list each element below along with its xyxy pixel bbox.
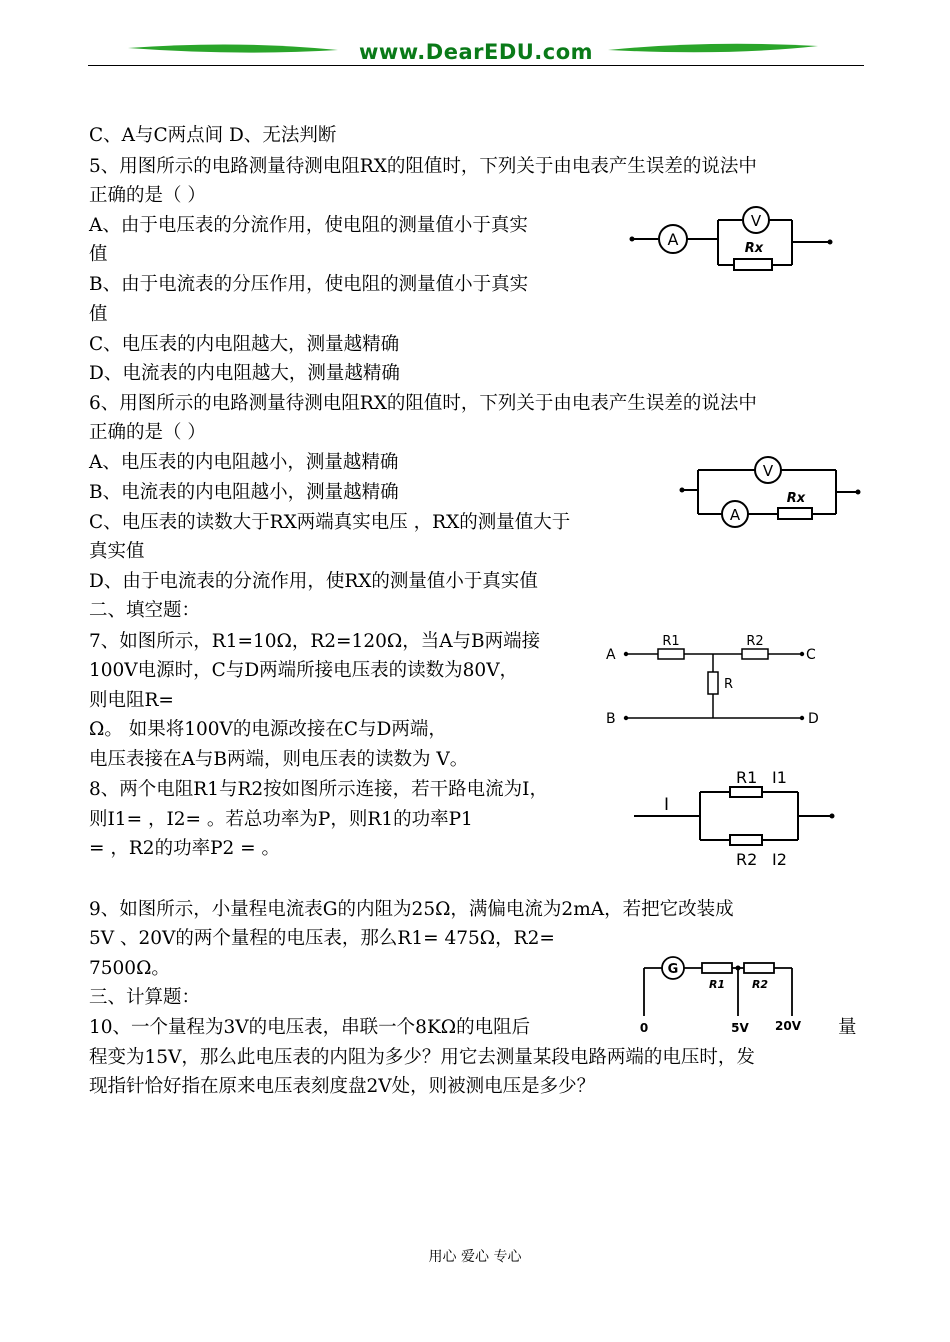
text-line: 10、一个量程为3V的电压表，串联一个8KΩ的电阻后 <box>89 1017 531 1038</box>
terminal-c-label: C <box>806 647 816 663</box>
text-line: C、电压表的内电阻越大，测量越精确 <box>89 334 400 355</box>
text-line: 量 <box>838 1017 857 1038</box>
text-line: 6、用图所示的电路测量待测电阻RX的阻值时，下列关于由电表产生误差的说法中 <box>89 393 757 414</box>
circuit-figure-6 <box>676 452 866 532</box>
current-i-label: I <box>664 795 670 815</box>
text-line: 值 <box>89 304 108 325</box>
resistor-label: Rx <box>744 241 764 256</box>
text-line: 正确的是（ ） <box>89 422 206 443</box>
circuit-figure-8 <box>624 766 848 874</box>
voltmeter-label: V <box>762 462 774 480</box>
resistor-r1-label: R1 <box>708 978 726 991</box>
text-line: 5、用图所示的电路测量待测电阻RX的阻值时，下列关于由电表产生误差的说法中 <box>89 156 757 177</box>
terminal-a-label: A <box>606 647 616 663</box>
text-line: 100V电源时，C与D两端所接电压表的读数为80V， <box>89 660 519 681</box>
current-i1-label: I1 <box>772 768 787 787</box>
site-logo-text: www.DearEDU.com <box>358 40 594 64</box>
text-line: C、A与C两点间 D、无法判断 <box>89 125 337 146</box>
text-line: 则电阻R= <box>89 690 174 711</box>
text-line: A、由于电压表的分流作用，使电阻的测量值小于真实 <box>89 215 528 236</box>
text-line: D、电流表的内电阻越大，测量越精确 <box>89 363 400 384</box>
text-line: 7、如图所示，R1=10Ω，R2=120Ω，当A与B两端接 <box>89 631 541 652</box>
resistor-r2-label: R2 <box>736 850 758 869</box>
text-line: D、由于电流表的分流作用，使RX的测量值小于真实值 <box>89 571 538 592</box>
text-line: 8、两个电阻R1与R2按如图所示连接，若干路电流为I， <box>89 779 548 800</box>
text-line: 正确的是（ ） <box>89 185 206 206</box>
text-line: 5V 、20V的两个量程的电压表，那么R1= 475Ω，R2= <box>89 928 555 949</box>
circuit-figure-7 <box>602 632 832 732</box>
resistor-r-label: R <box>724 677 734 692</box>
text-line: = ，R2的功率P2 = 。 <box>89 838 281 859</box>
circuit-figure-5 <box>626 200 846 276</box>
terminal-b-label: B <box>606 711 616 727</box>
resistor-label: Rx <box>786 491 806 506</box>
ammeter-label: A <box>667 230 679 249</box>
text-line: 7500Ω。 <box>89 958 170 979</box>
text-line: A、电压表的内电阻越小，测量越精确 <box>89 452 399 473</box>
resistor-r1-label: R1 <box>736 768 758 787</box>
text-line: Ω。 如果将100V的电源改接在C与D两端， <box>89 719 447 740</box>
text-line: 真实值 <box>89 541 145 562</box>
header-rule <box>88 65 864 66</box>
resistor-r1-label: R1 <box>662 634 680 649</box>
terminal-d-label: D <box>808 711 819 727</box>
ammeter-label: A <box>729 506 741 524</box>
current-i2-label: I2 <box>772 850 787 869</box>
text-line: 则I1= ，I2= 。若总功率为P，则R1的功率P1 <box>89 809 473 830</box>
resistor-r2-label: R2 <box>751 978 769 991</box>
text-line: C、电压表的读数大于RX两端真实电压 ，RX的测量值大于 <box>89 512 571 533</box>
text-line: 值 <box>89 244 108 265</box>
text-line: 程变为15V，那么此电压表的内阻为多少？用它去测量某段电路两端的电压时，发 <box>89 1047 755 1068</box>
resistor-r2-label: R2 <box>746 634 764 649</box>
text-line: 电压表接在A与B两端，则电压表的读数为 V。 <box>89 749 469 770</box>
page-footer: 用心 爱心 专心 <box>428 1249 522 1265</box>
text-line: B、由于电流表的分压作用，使电阻的测量值小于真实 <box>89 274 529 295</box>
text-line: 9、如图所示，小量程电流表G的内阻为25Ω，满偏电流为2mA，若把它改装成 <box>89 899 734 920</box>
circuit-figure-9 <box>632 954 812 1038</box>
terminal-20v-label: 20V <box>775 1019 801 1033</box>
text-line: 现指针恰好指在原来电压表刻度盘2V处，则被测电压是多少？ <box>89 1076 596 1097</box>
section-heading: 三、计算题： <box>89 987 201 1008</box>
galvanometer-label: G <box>667 962 679 977</box>
text-line: B、电流表的内电阻越小，测量越精确 <box>89 482 399 503</box>
voltmeter-label: V <box>750 212 762 230</box>
terminal-0-label: 0 <box>639 1021 649 1035</box>
section-heading: 二、填空题： <box>89 600 201 621</box>
terminal-5v-label: 5V <box>731 1021 749 1035</box>
